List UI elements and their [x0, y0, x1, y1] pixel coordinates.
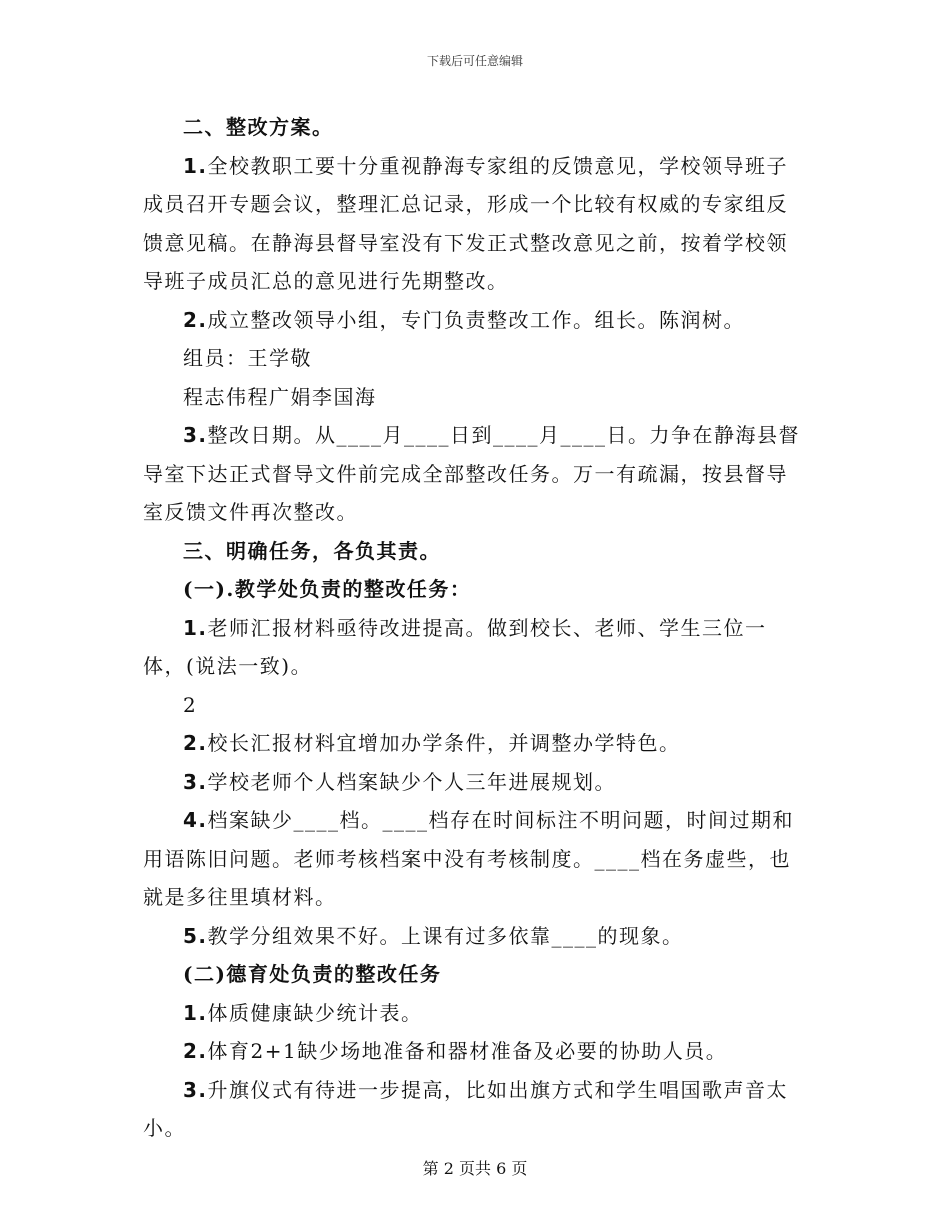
paragraph-number: 2. — [183, 307, 208, 332]
paragraph-text: 程志伟程广娟李国海 — [183, 384, 377, 409]
paragraph-number: 2. — [183, 731, 208, 755]
paragraph — [143, 416, 808, 532]
paragraph-text: 体育2+1缺少场地准备和器材准备及必要的协助人员。 — [207, 1039, 728, 1063]
paragraph-text: 校长汇报材料宜增加办学条件，并调整办学特色。 — [207, 731, 681, 755]
paragraph-text: 学校老师个人档案缺少个人三年进展规划。 — [207, 769, 617, 794]
paragraph-number: 1. — [183, 153, 208, 178]
paragraph-number: 1. — [183, 615, 208, 640]
paragraph — [143, 724, 808, 763]
paragraph-text: 档案缺少____档。____档存在时间标注不明问题，时间过期和用语陈旧问题。老师考核档案中没有考核制度。____档在务虚些，也就是多往里填材料。 — [143, 808, 795, 909]
subsection-heading: (一).教学处负责的整改任务： — [183, 577, 472, 601]
paragraph — [143, 917, 808, 956]
paragraph — [143, 532, 808, 571]
page-number-footer: 第 2 页共 6 页 — [422, 1159, 528, 1178]
paragraph — [143, 801, 808, 917]
paragraph-number: 2. — [183, 1039, 208, 1063]
paragraph — [143, 1071, 808, 1148]
paragraph-text: 组员：王学敬 — [183, 346, 312, 370]
section-heading: 二、整改方案。 — [183, 115, 334, 139]
paragraph-text: 体质健康缺少统计表。 — [207, 1000, 423, 1025]
page-header-note: 下载后可任意编辑 — [426, 54, 523, 68]
paragraph — [143, 378, 808, 417]
paragraph-number: 3. — [183, 769, 208, 794]
document-body — [143, 108, 808, 1148]
section-heading: 三、明确任务，各负其责。 — [183, 538, 441, 563]
paragraph — [143, 994, 808, 1033]
paragraph-text: 老师汇报材料亟待改进提高。做到校长、老师、学生三位一体，(说法一致)。 — [143, 615, 767, 678]
paragraph-number: 3. — [183, 423, 208, 447]
paragraph-text: 整改日期。从____月____日到____月____日。力争在静海县督导室下达正式督导文件前完成全部整改任务。万一有疏漏，按县督导室反馈文件再次整改。 — [143, 423, 801, 524]
paragraph — [143, 955, 808, 994]
paragraph — [143, 570, 808, 609]
paragraph-text: 2 — [183, 692, 198, 717]
subsection-heading: (二)德育处负责的整改任务 — [183, 962, 442, 986]
paragraph — [143, 147, 808, 301]
paragraph-text: 升旗仪式有待进一步提高，比如出旗方式和学生唱国歌声音太小。 — [143, 1077, 789, 1140]
paragraph-text: 教学分组效果不好。上课有过多依靠____的现象。 — [207, 923, 684, 948]
paragraph-number: 1. — [183, 1000, 208, 1025]
paragraph — [143, 339, 808, 378]
paragraph-text: 成立整改领导小组，专门负责整改工作。组长。陈润树。 — [207, 307, 746, 332]
paragraph — [143, 686, 808, 725]
paragraph-text: 全校教职工要十分重视静海专家组的反馈意见，学校领导班子成员召开专题会议，整理汇总记录，形成一个比较有权威的专家组反馈意见稿。在静海县督导室没有下发正式整改意见之前，按着学校领导班子成员汇总的意见进行先期整改。 — [143, 153, 789, 293]
paragraph — [143, 1032, 808, 1071]
paragraph — [143, 609, 808, 686]
paragraph — [143, 301, 808, 340]
paragraph-number: 5. — [183, 923, 208, 948]
paragraph-number: 3. — [183, 1077, 208, 1102]
paragraph — [143, 108, 808, 147]
paragraph — [143, 763, 808, 802]
paragraph-number: 4. — [183, 808, 208, 832]
